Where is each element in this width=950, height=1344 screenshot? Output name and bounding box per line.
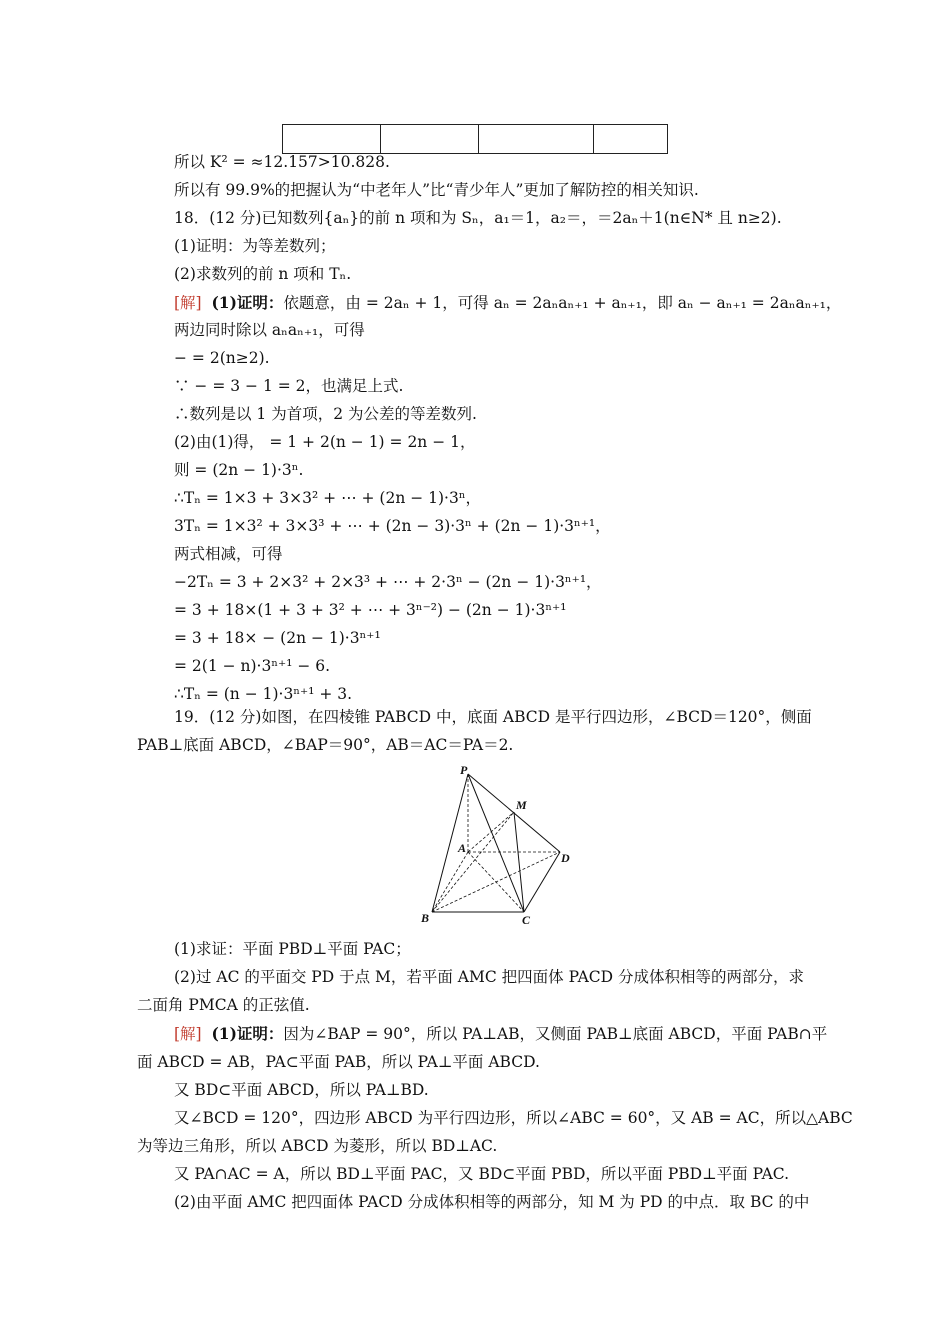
- text-line: [174, 488, 481, 508]
- text-line: [174, 348, 270, 368]
- text-line: [174, 152, 390, 172]
- text-line: [137, 1136, 497, 1156]
- table-fragment: [282, 124, 668, 154]
- table-cell: [594, 125, 668, 154]
- text-line: [174, 684, 352, 704]
- line-text: 二面角 PMCA 的正弦值.: [137, 996, 310, 1014]
- text-line: [174, 628, 381, 648]
- edge-am: [468, 812, 514, 852]
- text-line: [137, 735, 513, 755]
- line-text: (2)求数列的前 n 项和 Tₙ.: [174, 265, 352, 283]
- label-m: M: [516, 798, 527, 812]
- line-text: 18．(12 分)已知数列{aₙ}的前 n 项和为 Sₙ，a₁＝1，a₂＝，＝2aₙ＋1(n∈N* 且 n≥2).: [174, 209, 782, 227]
- line-text: (1)证明：为等差数列；: [174, 237, 336, 255]
- line-text: − = 2(n≥2).: [174, 349, 270, 367]
- label-b: B: [421, 911, 430, 925]
- line-text: 因为∠BAP = 90°，所以 PA⊥AB，又侧面 PAB⊥底面 ABCD，平面 PAB∩平: [283, 1025, 828, 1043]
- text-line: [174, 1164, 789, 1184]
- edge-mc: [514, 812, 524, 912]
- text-line: [174, 600, 566, 620]
- solid-edges: [432, 774, 560, 912]
- text-line: [174, 544, 283, 564]
- label-c: C: [522, 913, 531, 927]
- line-text: (2)过 AC 的平面交 PD 于点 M，若平面 AMC 把四面体 PACD 分成体积相等的两部分，求: [174, 968, 804, 986]
- line-text: 又 PA∩AC = A，所以 BD⊥平面 PAC，又 BD⊂平面 PBD，所以平面 PBD⊥平面 PAC.: [174, 1165, 790, 1183]
- proof-label: (1)证明：: [211, 1024, 284, 1043]
- text-line: [174, 432, 476, 452]
- text-line: [174, 516, 611, 536]
- text-line: [174, 404, 477, 424]
- line-text: ∴数列是以 1 为首项，2 为公差的等差数列.: [174, 405, 477, 423]
- table-cell: [381, 125, 479, 154]
- line-text: PAB⊥底面 ABCD，∠BAP＝90°，AB＝AC＝PA＝2.: [137, 736, 514, 754]
- line-text: (2)由(1)得， = 1 + 2(n − 1) = 2n − 1，: [174, 433, 476, 451]
- line-text: 两边同时除以 aₙaₙ₊₁，可得: [174, 321, 365, 339]
- table-cell: [283, 125, 381, 154]
- text-line: [174, 572, 602, 592]
- line-text: = 2(1 − n)·3ⁿ⁺¹ − 6.: [174, 657, 331, 675]
- edge-bd: [432, 852, 560, 912]
- proof-label: (1)证明：: [211, 293, 284, 312]
- line-text: ∴Tₙ = 1×3 + 3×3² + ⋯ + (2n − 1)·3ⁿ，: [174, 489, 482, 507]
- line-text: 为等边三角形，所以 ABCD 为菱形，所以 BD⊥AC.: [137, 1137, 498, 1155]
- solution-tag: [解]: [174, 294, 202, 312]
- text-line: [174, 656, 330, 676]
- text-line: [174, 264, 351, 284]
- line-text: 依题意，由 = 2aₙ + 1，可得 aₙ = 2aₙaₙ₊₁ + aₙ₊₁，即 aₙ − aₙ₊₁ = 2aₙaₙ₊₁，: [283, 294, 842, 312]
- pyramid-figure: [418, 762, 578, 930]
- text-line: [174, 1108, 853, 1128]
- edge-bm: [432, 812, 514, 912]
- line-text: ∵ − = 3 − 1 = 2，也满足上式.: [174, 377, 404, 395]
- edge-cd: [524, 852, 560, 912]
- text-line: [174, 320, 365, 340]
- table-row: [283, 125, 668, 154]
- text-line: [174, 460, 303, 480]
- text-line: [174, 1024, 827, 1044]
- text-line: [174, 939, 411, 959]
- solution-tag: [解]: [174, 1025, 202, 1043]
- edge-pc: [468, 774, 524, 912]
- text-line: [174, 376, 403, 396]
- line-text: 又 BD⊂平面 ABCD，所以 PA⊥BD.: [174, 1081, 429, 1099]
- line-text: 面 ABCD = AB，PA⊂平面 PAB，所以 PA⊥平面 ABCD.: [137, 1053, 540, 1071]
- line-text: 所以 K² = ≈12.157>10.828.: [174, 153, 390, 171]
- table-cell: [479, 125, 594, 154]
- line-text: 两式相减，可得: [174, 545, 283, 563]
- text-line: [137, 1052, 540, 1072]
- text-line: [174, 236, 335, 256]
- label-a: A: [458, 841, 467, 855]
- edge-ab: [432, 852, 468, 912]
- line-text: −2Tₙ = 3 + 2×3² + 2×3³ + ⋯ + 2·3ⁿ − (2n − 1)·3ⁿ⁺¹，: [174, 573, 602, 591]
- line-text: ∴Tₙ = (n − 1)·3ⁿ⁺¹ + 3.: [174, 685, 353, 703]
- text-line: [137, 995, 310, 1015]
- text-line: [174, 293, 841, 313]
- line-text: 所以有 99.9%的把握认为“中老年人”比“青少年人”更加了解防控的相关知识.: [174, 181, 699, 199]
- line-text: 则 = (2n − 1)·3ⁿ.: [174, 461, 304, 479]
- line-text: 又∠BCD = 120°，四边形 ABCD 为平行四边形，所以∠ABC = 60°，又 AB = AC，所以△ABC: [174, 1109, 853, 1127]
- text-line: [174, 1192, 809, 1212]
- label-p: P: [460, 763, 468, 777]
- text-line: [174, 180, 699, 200]
- text-line: [174, 1080, 429, 1100]
- line-text: 3Tₙ = 1×3² + 3×3³ + ⋯ + (2n − 3)·3ⁿ + (2n − 1)·3ⁿ⁺¹，: [174, 517, 611, 535]
- line-text: = 3 + 18×(1 + 3 + 3² + ⋯ + 3ⁿ⁻²) − (2n − 1)·3ⁿ⁺¹: [174, 601, 567, 619]
- text-line: [174, 208, 782, 228]
- line-text: = 3 + 18× − (2n − 1)·3ⁿ⁺¹: [174, 629, 381, 647]
- line-text: 19．(12 分)如图，在四棱锥 PABCD 中，底面 ABCD 是平行四边形，∠BCD＝120°，侧面: [174, 708, 812, 726]
- line-text: (1)求证：平面 PBD⊥平面 PAC；: [174, 940, 411, 958]
- line-text: (2)由平面 AMC 把四面体 PACD 分成体积相等的两部分，知 M 为 PD 的中点．取 BC 的中: [174, 1193, 810, 1211]
- text-line: [174, 707, 812, 727]
- label-d: D: [561, 851, 570, 865]
- text-line: [174, 967, 804, 987]
